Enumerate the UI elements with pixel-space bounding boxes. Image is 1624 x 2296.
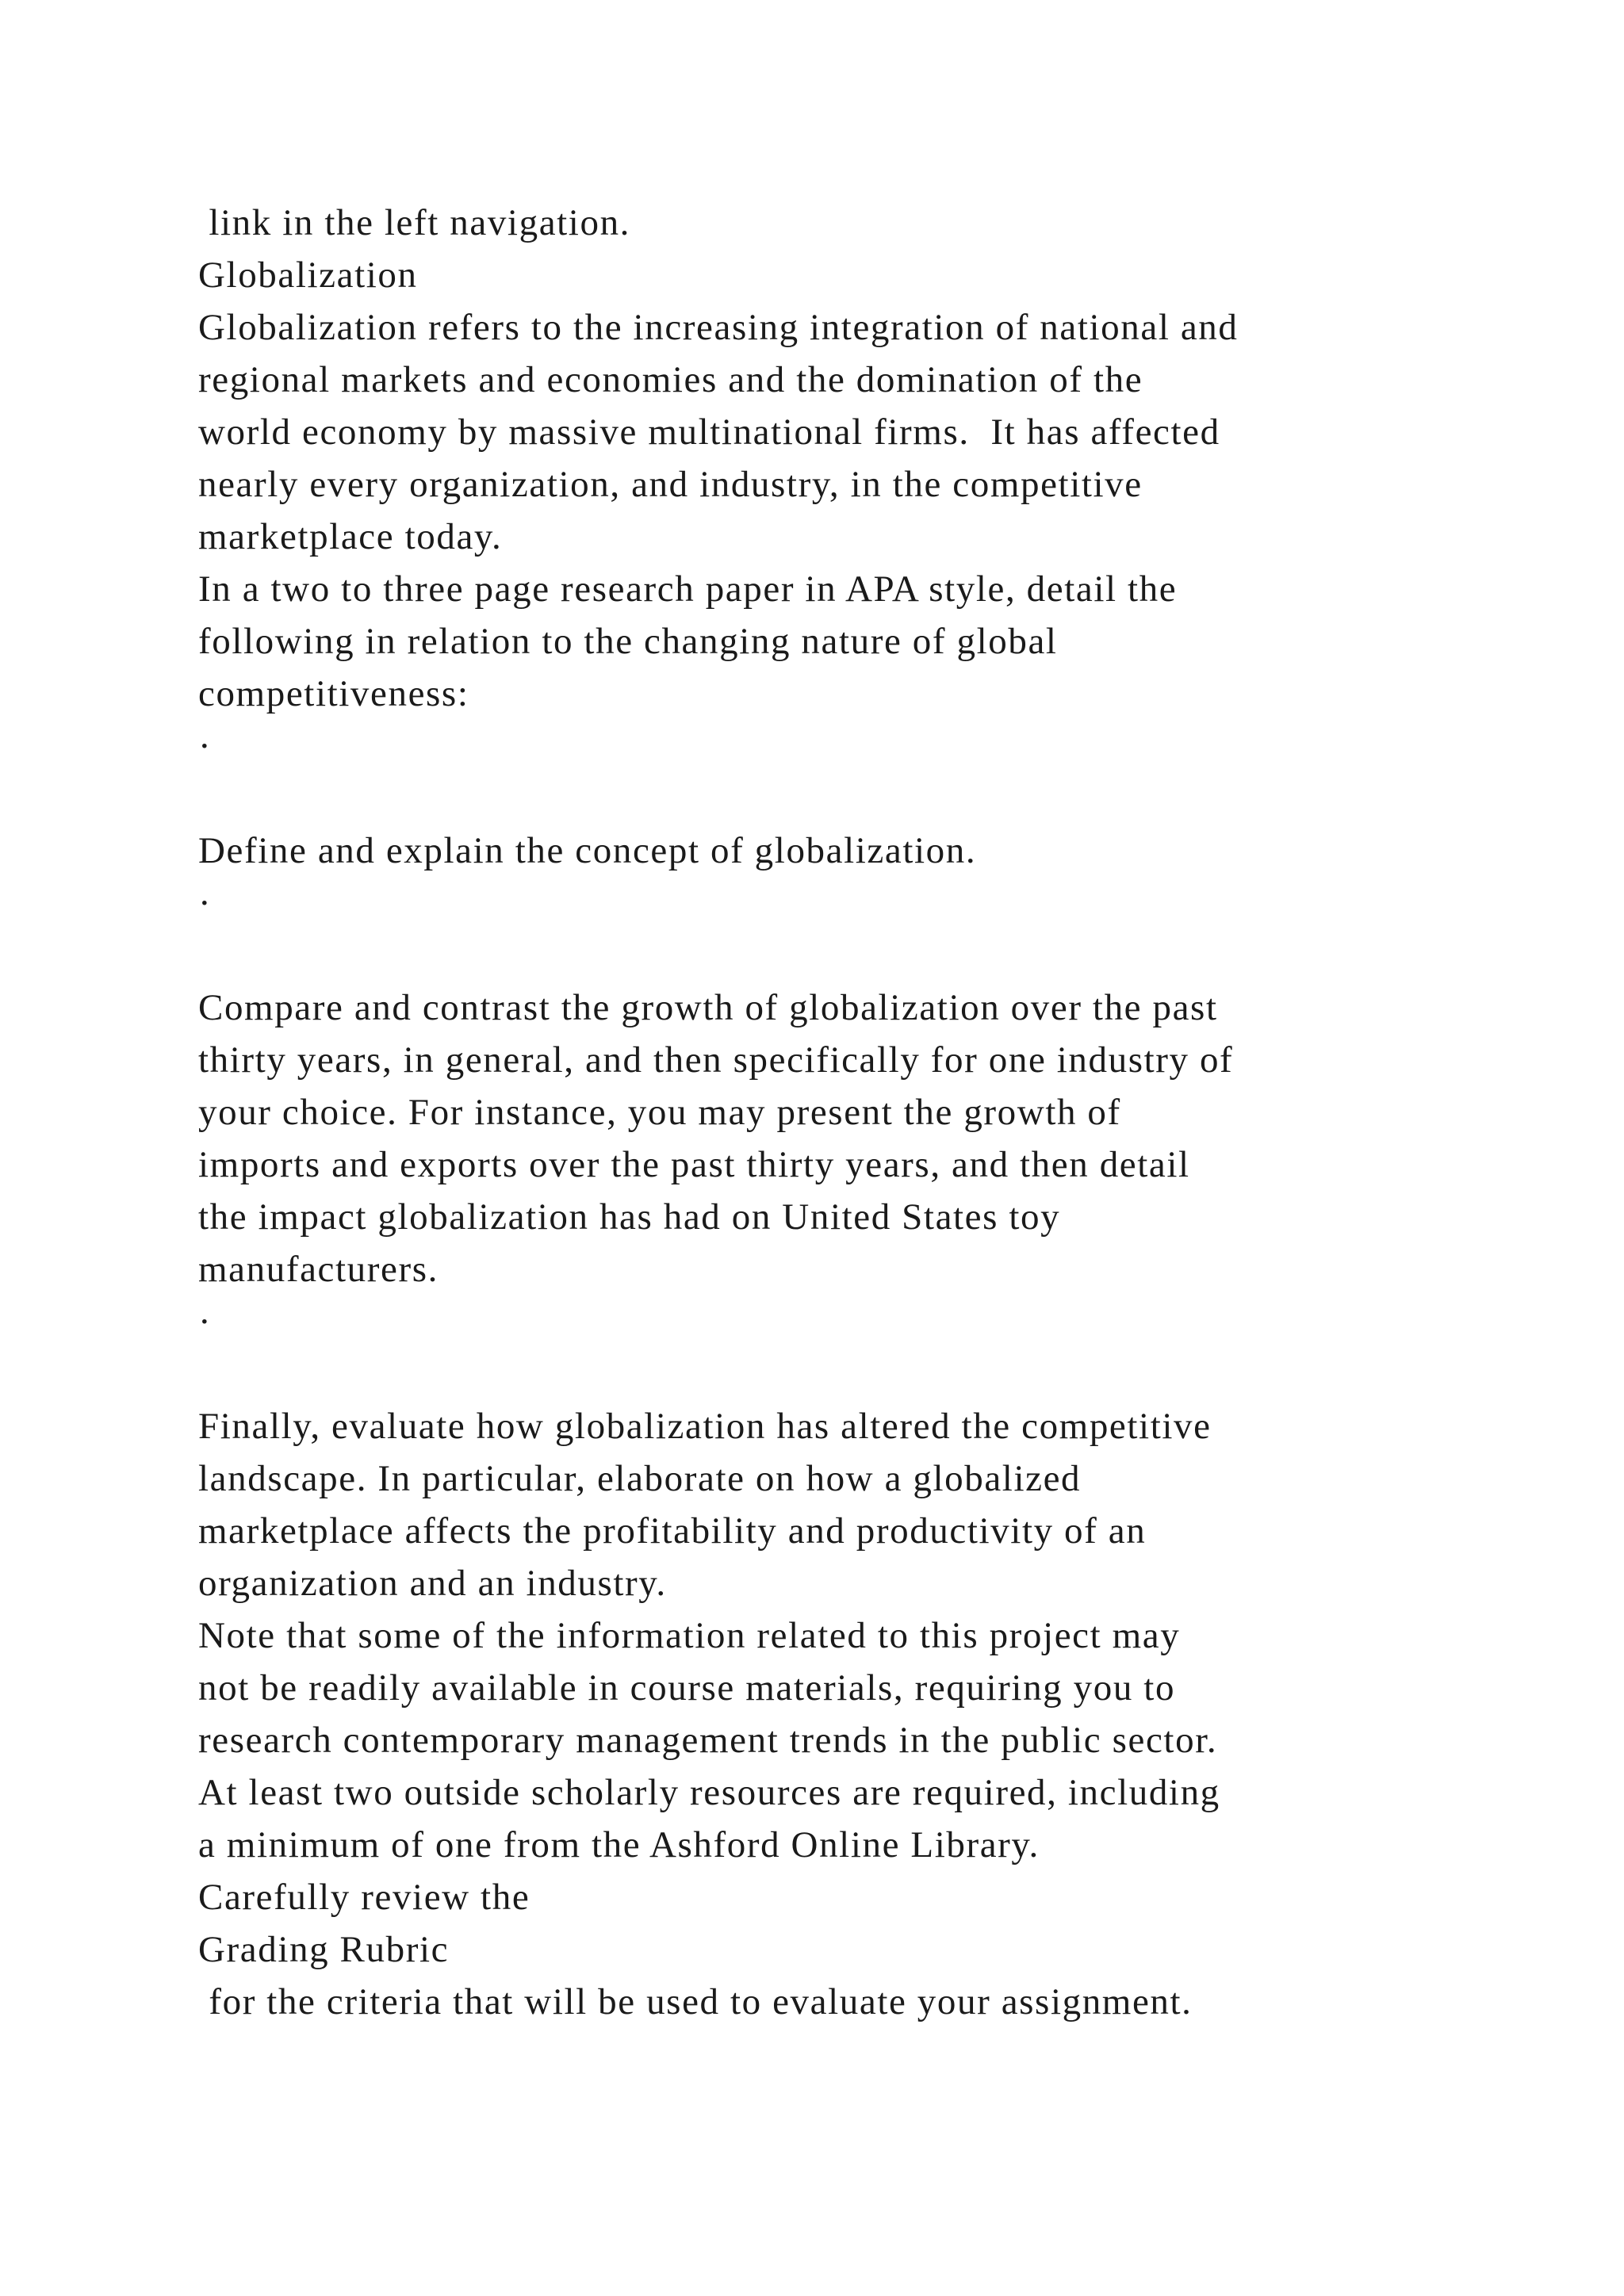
text-line: landscape. In particular, elaborate on how a globalized	[198, 1458, 1082, 1499]
text-line: thirty years, in general, and then specifically for one industry of	[198, 1039, 1234, 1081]
text-line: your choice. For instance, you may present the growth of	[198, 1092, 1121, 1133]
text-line: Compare and contrast the growth of globalization over the past	[198, 987, 1218, 1028]
bullet-marker: ·	[198, 882, 213, 924]
text-line: nearly every organization, and industry, in the competitive	[198, 464, 1143, 505]
text-line: marketplace today.	[198, 516, 503, 557]
bullet-marker: ·	[198, 725, 213, 767]
blank-line	[198, 929, 1499, 982]
text-line: the impact globalization has had on United States toy	[198, 1196, 1061, 1238]
text-line: world economy by massive multinational firms. It has affected	[198, 411, 1220, 453]
text-line: link in the left navigation.	[198, 202, 631, 243]
text-line: Globalization refers to the increasing integration of national and	[198, 307, 1239, 348]
blank-line	[198, 1348, 1499, 1400]
text-line: organization and an industry.	[198, 1563, 667, 1604]
text-line: In a two to three page research paper in APA style, detail the	[198, 568, 1178, 610]
text-line: imports and exports over the past thirty years, and then detail	[198, 1144, 1190, 1185]
text-line: marketplace affects the profitability and productivity of an	[198, 1510, 1147, 1552]
text-line: Define and explain the concept of globalization.	[198, 830, 977, 871]
bullet-marker: ·	[198, 1301, 213, 1342]
section-heading: Globalization	[198, 254, 418, 296]
text-line: competitiveness:	[198, 673, 469, 714]
document-body	[198, 197, 1499, 2028]
text-line: not be readily available in course materials, requiring you to	[198, 1667, 1176, 1709]
text-line: regional markets and economies and the domination of the	[198, 359, 1143, 400]
text-line: research contemporary management trends in the public sector.	[198, 1720, 1218, 1761]
text-line: following in relation to the changing nature of global	[198, 621, 1058, 662]
grading-rubric-link-text: Grading Rubric	[198, 1929, 450, 1970]
text-line: At least two outside scholarly resources are required, including	[198, 1772, 1220, 1813]
text-line: manufacturers.	[198, 1249, 439, 1290]
text-line: a minimum of one from the Ashford Online Library.	[198, 1824, 1040, 1866]
text-line: for the criteria that will be used to evaluate your assignment.	[198, 1981, 1193, 2022]
text-line: Note that some of the information related to this project may	[198, 1615, 1181, 1656]
text-line: Carefully review the	[198, 1877, 530, 1918]
blank-line	[198, 772, 1499, 825]
text-line: Finally, evaluate how globalization has altered the competitive	[198, 1406, 1212, 1447]
